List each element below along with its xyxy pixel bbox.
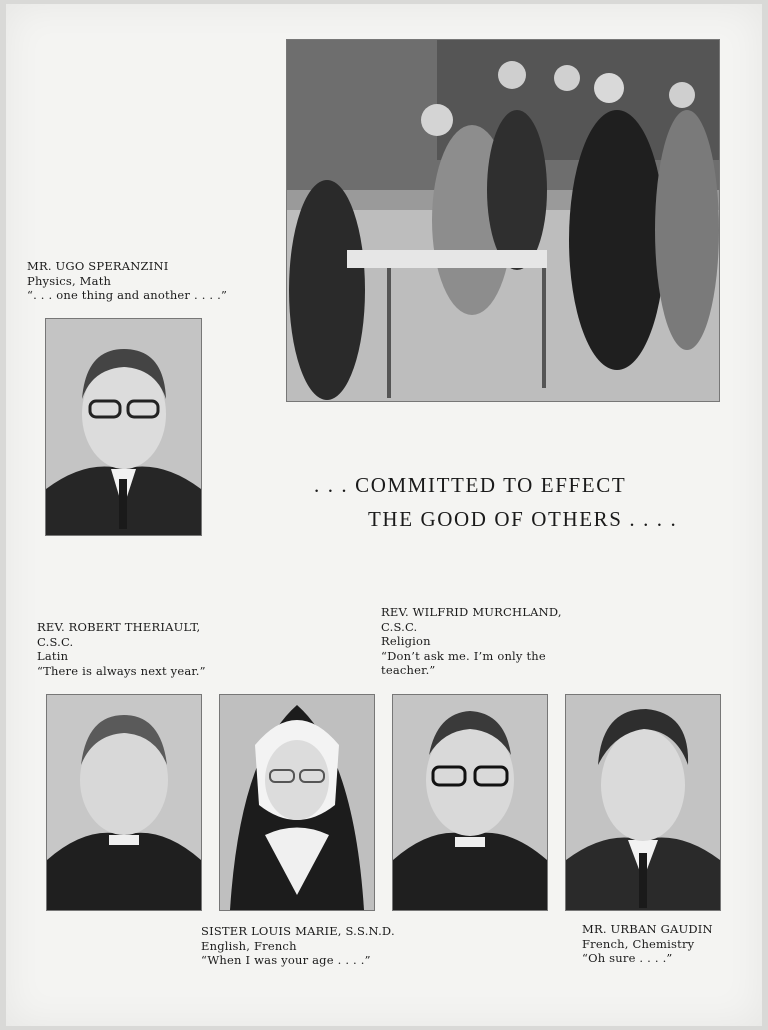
- faculty-quote: “When I was your age . . . .”: [201, 953, 371, 967]
- faculty-name: REV. ROBERT THERIAULT,: [37, 620, 201, 634]
- portrait-speranzini: [45, 318, 202, 536]
- faculty-quote: “. . . one thing and another . . . .”: [27, 288, 228, 302]
- registration-group-photo: [286, 39, 720, 402]
- portrait-murchland: [392, 694, 548, 911]
- faculty-order: C.S.C.: [37, 634, 74, 649]
- faculty-subject: French, Chemistry: [582, 936, 695, 951]
- page-headline: [314, 468, 677, 536]
- portrait-sister-louis-marie: [219, 694, 375, 911]
- faculty-subject: Physics, Math: [27, 273, 112, 288]
- faculty-name: REV. WILFRID MURCHLAND,: [381, 605, 562, 619]
- caption-gaudin: [582, 922, 713, 966]
- faculty-quote: “There is always next year.”: [37, 663, 206, 678]
- faculty-name: SISTER LOUIS MARIE, S.S.N.D.: [201, 924, 395, 938]
- faculty-subject: Latin: [37, 649, 69, 663]
- caption-sister-louis-marie: [201, 924, 395, 968]
- faculty-subject: Religion: [381, 634, 431, 648]
- faculty-order: C.S.C.: [381, 619, 418, 634]
- headline-line-1: . . . COMMITTED TO EFFECT: [314, 473, 627, 497]
- faculty-quote-continued: teacher.”: [381, 663, 436, 677]
- faculty-name: MR. UGO SPERANZINI: [27, 259, 169, 273]
- headline-line-2: THE GOOD OF OTHERS . . . .: [368, 507, 678, 531]
- faculty-quote: “Oh sure . . . .”: [582, 951, 673, 965]
- caption-theriault: [37, 620, 206, 678]
- yearbook-page: [6, 4, 762, 1026]
- faculty-name: MR. URBAN GAUDIN: [582, 922, 713, 936]
- caption-speranzini: [27, 259, 227, 303]
- faculty-subject: English, French: [201, 938, 297, 953]
- caption-murchland: [381, 605, 562, 678]
- portrait-gaudin: [565, 694, 721, 911]
- portrait-theriault: [46, 694, 202, 911]
- faculty-quote: “Don’t ask me. I’m only the: [381, 648, 546, 663]
